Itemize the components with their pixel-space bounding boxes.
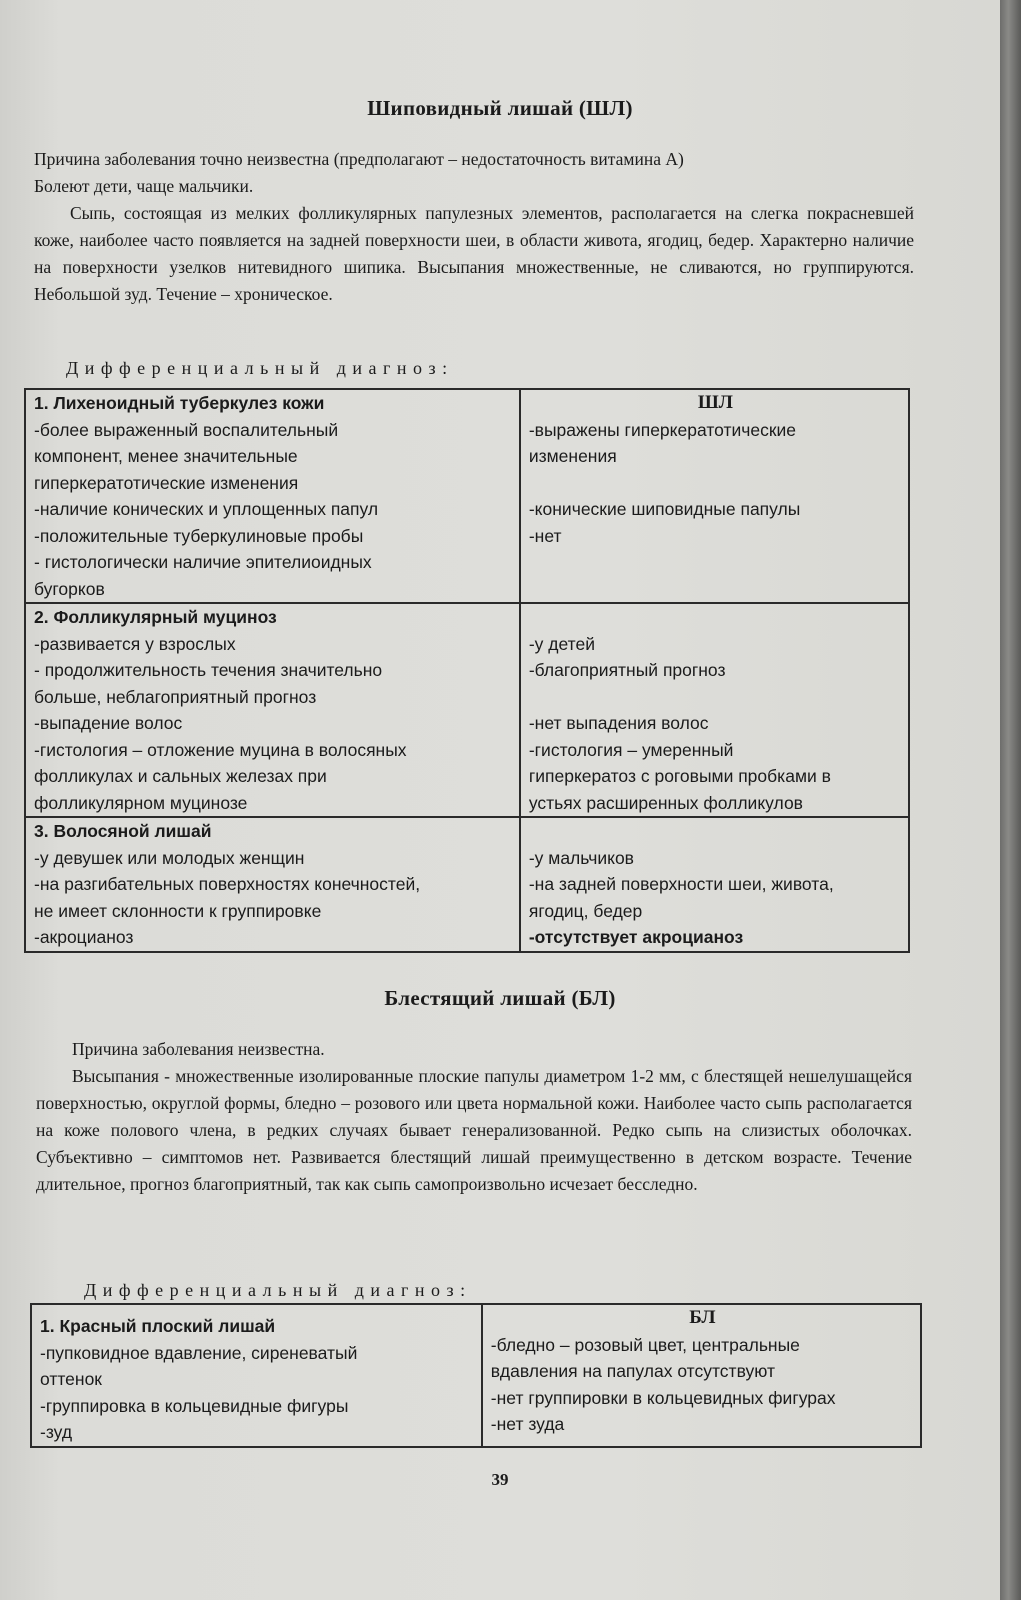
page-number: 39 bbox=[491, 1470, 509, 1489]
bl-intro: Причина заболевания неизвестна. bbox=[72, 1039, 325, 1059]
dd-line: фолликулах и сальных железах при bbox=[34, 766, 327, 786]
dd-line: -более выраженный воспалительный bbox=[34, 419, 339, 440]
dd-line: -зуд bbox=[40, 1422, 73, 1442]
dd-cell-right bbox=[520, 603, 909, 817]
dd-table-shl bbox=[24, 388, 910, 953]
table-row bbox=[25, 389, 909, 603]
dd-line: -гистология – умеренный bbox=[528, 739, 734, 760]
bl-body-paragraph: Высыпания - множественные изолированные плоские папулы диаметром 1-2 мм, с блестящей нешелушащейся поверхностью, округлой формы, бледно – розового или цвета нормальной кожи. Наиболее часто сыпь располагается на коже полового члена, в редких случаях бывает генерализованной. Редко сыпь на слизистых оболочках. Субъективно – симптомов нет. Развивается блестящий лишай преимущественно в детском возрасте. Течение длительное, прогноз благоприятный, так как сыпь самопроизвольно исчезает бесследно. bbox=[36, 1066, 912, 1194]
dd-line: бугорков bbox=[34, 578, 105, 599]
dd-line: - продолжительность течения значительно bbox=[34, 660, 383, 680]
dd-cell-left bbox=[31, 1304, 482, 1447]
dd-line: -на задней поверхности шеи, живота, bbox=[528, 874, 834, 894]
dd-line: -акроцианоз bbox=[34, 927, 134, 947]
dd-line: - гистологически наличие эпителиоидных bbox=[34, 552, 372, 572]
dd-line: вдавления на папулах отсутствуют bbox=[490, 1361, 775, 1381]
dd-table-bl bbox=[30, 1303, 922, 1448]
dd-line: -нет выпадения волос bbox=[528, 713, 709, 733]
dd-line: -на разгибательных поверхностях конечностей, bbox=[34, 874, 421, 894]
spacer bbox=[529, 470, 902, 497]
dd-heading: 1. Красный плоский лишай bbox=[40, 1316, 276, 1336]
section-title-bl: Блестящий лишай (БЛ) bbox=[384, 986, 616, 1010]
shl-body-paragraph: Сыпь, состоящая из мелких фолликулярных папулезных элементов, располагается на слегка покрасневшей коже, наиболее часто появляется на задней поверхности шеи, в области живота, ягодиц, бедер. Характерно наличие на поверхности узелков нитевидного шипика. Высыпания множественные, не сливаются, но группируются. Небольшой зуд. Течение – хроническое. bbox=[34, 203, 914, 304]
dd-line: -положительные туберкулиновые пробы bbox=[34, 525, 364, 546]
dd-line: ягодиц, бедер bbox=[528, 900, 643, 921]
dd-line: не имеет склонности к группировке bbox=[34, 900, 322, 921]
dd-line: гиперкератотические изменения bbox=[34, 472, 299, 493]
dd-cell-right bbox=[482, 1304, 921, 1447]
dd-label-1: Дифференциальный диагноз: bbox=[66, 358, 454, 378]
dd-line: -у мальчиков bbox=[528, 847, 634, 868]
dd-line: -бледно – розовый цвет, центральные bbox=[490, 1334, 800, 1355]
dd-line: фолликулярном муцинозе bbox=[34, 792, 248, 813]
dd-line: -гистология – отложение муцина в волосяных bbox=[34, 739, 407, 760]
dd-heading: 3. Волосяной лишай bbox=[34, 821, 212, 841]
table-row bbox=[25, 817, 909, 952]
dd-line: -наличие конических и уплощенных папул bbox=[34, 499, 379, 519]
section-shl-text bbox=[34, 146, 914, 308]
dd-cell-right bbox=[520, 389, 909, 603]
dd-heading: 1. Лихеноидный туберкулез кожи bbox=[34, 393, 325, 413]
section-bl-text bbox=[36, 1036, 912, 1198]
dd-line: компонент, менее значительные bbox=[34, 446, 298, 466]
dd-column-header: БЛ bbox=[689, 1307, 716, 1328]
dd-line: -конические шиповидные папулы bbox=[528, 499, 801, 519]
dd-line: -нет bbox=[528, 525, 562, 546]
dd-line: -выражены гиперкератотические bbox=[528, 419, 797, 440]
dd-line: оттенок bbox=[40, 1369, 102, 1389]
table-row bbox=[25, 603, 909, 817]
dd-line: гиперкератоз с роговыми пробками в bbox=[528, 766, 831, 786]
spacer bbox=[529, 684, 902, 711]
section-title-shl: Шиповидный лишай (ШЛ) bbox=[367, 96, 633, 120]
dd-line: -развивается у взрослых bbox=[34, 633, 236, 654]
dd-line: -у девушек или молодых женщин bbox=[34, 847, 305, 868]
dd-cell-left bbox=[25, 817, 520, 952]
dd-cell-left bbox=[25, 603, 520, 817]
intro-line-2: Болеют дети, чаще мальчики. bbox=[34, 176, 254, 196]
dd-line: -отсутствует акроцианоз bbox=[528, 927, 744, 947]
dd-line: -выпадение волос bbox=[34, 713, 183, 733]
page-edge-shadow bbox=[1000, 0, 1021, 1600]
table-row bbox=[31, 1304, 921, 1447]
dd-line: устьях расширенных фолликулов bbox=[528, 792, 803, 813]
spacer bbox=[529, 818, 902, 845]
dd-line: -благоприятный прогноз bbox=[528, 660, 726, 680]
dd-line: -пупковидное вдавление, сиреневатый bbox=[40, 1342, 358, 1363]
dd-label-2: Дифференциальный диагноз: bbox=[84, 1280, 472, 1300]
spacer bbox=[529, 604, 902, 631]
intro-line-1: Причина заболевания точно неизвестна (предполагают – недостаточность витамина А) bbox=[34, 149, 684, 169]
dd-line: -нет группировки в кольцевидных фигурах bbox=[490, 1387, 836, 1408]
dd-heading: 2. Фолликулярный муциноз bbox=[34, 607, 277, 627]
dd-line: больше, неблагоприятный прогноз bbox=[34, 686, 317, 707]
spacer bbox=[40, 1305, 475, 1313]
dd-cell-right bbox=[520, 817, 909, 952]
dd-line: -у детей bbox=[528, 633, 595, 654]
dd-column-header: ШЛ bbox=[697, 392, 733, 413]
dd-line: -нет зуда bbox=[490, 1414, 565, 1434]
dd-line: -группировка в кольцевидные фигуры bbox=[40, 1395, 349, 1416]
dd-cell-left bbox=[25, 389, 520, 603]
dd-line: изменения bbox=[528, 446, 617, 466]
